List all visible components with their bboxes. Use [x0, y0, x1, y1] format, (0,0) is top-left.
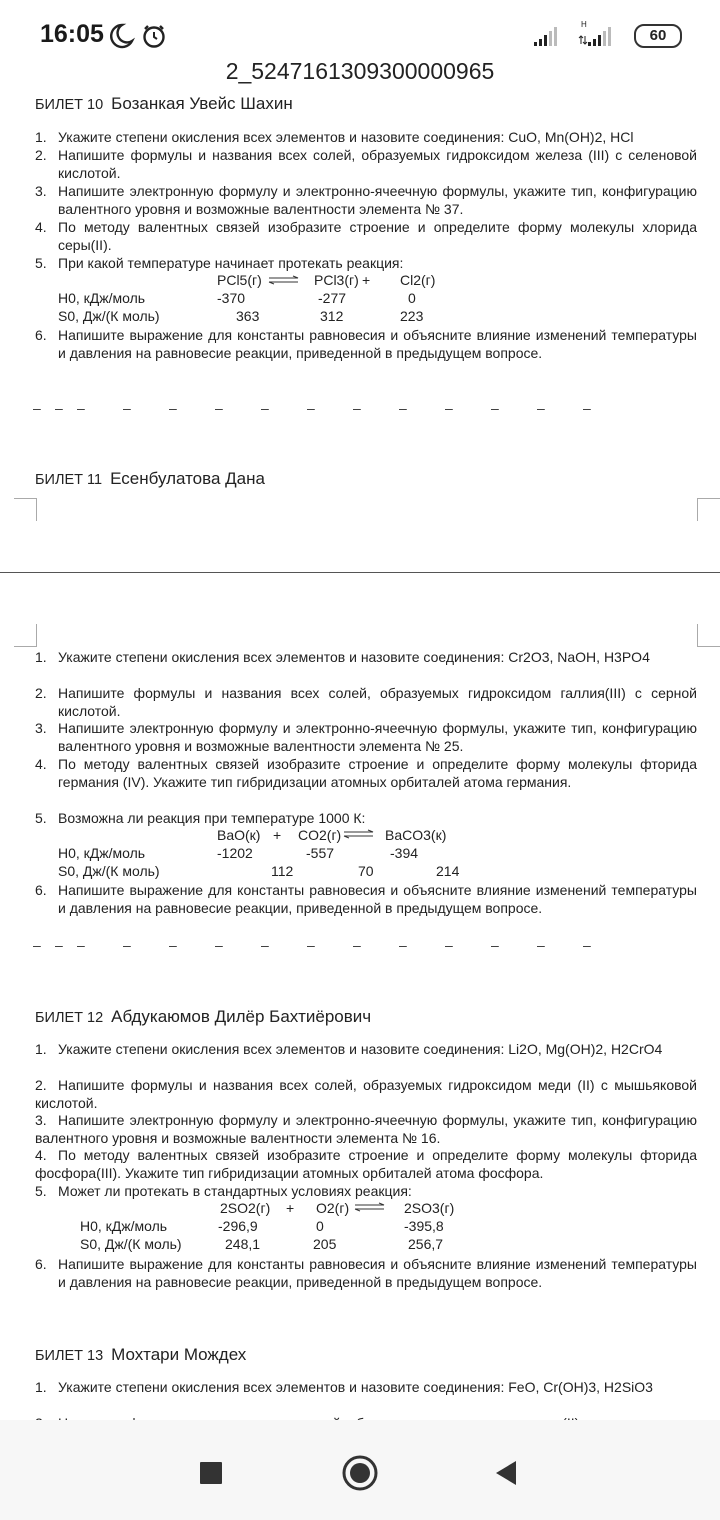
- ticket-12-question-6: 6. Напишите выражение для константы равновесия и объясните влияние изменений температуры и давления на равновесие реакции, приведенной в предыдущем вопросе.: [35, 1256, 697, 1290]
- ticket-11-question-1: 1. Укажите степени окисления всех элементов и назовите соединения: Cr2O3, NaOH, H3PO4: [35, 649, 650, 665]
- reaction-plus: +: [362, 272, 371, 288]
- ticket-13-heading: [35, 1345, 246, 1365]
- reaction-product-1: PCl3(г): [314, 272, 359, 288]
- enthalpy-value: 0: [316, 1218, 324, 1234]
- ticket-11-question-4: 4. По методу валентных связей изобразите строение и определите форму молекулы фторида германия (IV). Укажите тип гибридизации атомных орбиталей атома германия.: [35, 756, 697, 790]
- entropy-value: 214: [436, 863, 460, 879]
- ticket-label: БИЛЕТ 10: [35, 97, 104, 113]
- back-button[interactable]: [492, 1448, 520, 1496]
- reaction-product: BaCO3(к): [385, 827, 447, 843]
- ticket-11-question-5: 5. Возможна ли реакция при температуре 1000 К:: [35, 810, 366, 826]
- page-break-line: [0, 572, 720, 573]
- student-name: Мохтари Мождех: [111, 1345, 247, 1364]
- enthalpy-label: H0, кДж/моль: [80, 1218, 168, 1234]
- ticket-10-question-4: 4. По методу валентных связей изобразите строение и определите форму молекулы хлорида серы(II).: [35, 219, 697, 253]
- signal-icon-sim2: [579, 20, 611, 46]
- ticket-12-question-2: 2. Напишите формулы и названия всех солей, образуемых гидроксидом меди (II) с мышьяковой кислотой.: [35, 1077, 697, 1111]
- entropy-value: 363: [236, 308, 260, 324]
- recent-apps-button[interactable]: [198, 1448, 224, 1496]
- entropy-value: 112: [271, 863, 294, 879]
- enthalpy-value: -296,9: [218, 1218, 258, 1234]
- svg-text:H: H: [581, 20, 587, 29]
- square-icon: [200, 1462, 222, 1484]
- reaction-plus: +: [273, 827, 282, 843]
- page-corner-mark: [14, 624, 37, 647]
- student-name: Абдукаюмов Дилёр Бахтиёрович: [111, 1007, 372, 1026]
- enthalpy-value: 0: [408, 290, 416, 306]
- entropy-value: 248,1: [225, 1236, 261, 1252]
- ticket-10-question-3: 3. Напишите электронную формулу и электронно-ячеечную формулы, укажите тип, конфигурацию валентного уровня и возможные валентности элемента № 37.: [35, 183, 697, 217]
- enthalpy-value: -394: [390, 845, 419, 861]
- ticket-10-question-6: 6. Напишите выражение для константы равновесия и объясните влияние изменений температуры и давления на равновесие реакции, приведенной в предыдущем вопросе.: [35, 327, 697, 361]
- entropy-value: 312: [320, 308, 344, 324]
- ticket-11-question-6: 6. Напишите выражение для константы равновесия и объясните влияние изменений температуры и давления на равновесие реакции, приведенной в предыдущем вопросе.: [35, 882, 697, 916]
- student-name: Есенбулатова Дана: [110, 469, 265, 488]
- back-triangle-icon: [496, 1461, 516, 1485]
- enthalpy-value: -277: [318, 290, 347, 306]
- entropy-label: S0, Дж/(К моль): [58, 863, 160, 879]
- home-circle-icon: [344, 1457, 376, 1489]
- enthalpy-label: H0, кДж/моль: [58, 845, 146, 861]
- navigation-bar: [0, 1420, 720, 1520]
- reaction-reactant-1: 2SO2(г): [220, 1200, 271, 1216]
- ticket-12-question-1: 1. Укажите степени окисления всех элементов и назовите соединения: Li2O, Mg(OH)2, H2CrO4: [35, 1041, 663, 1057]
- ticket-12-question-3: 3. Напишите электронную формулу и электронно-ячеечную формулы, укажите тип, конфигурацию валентного уровня и возможные валентности элемента № 16.: [35, 1112, 697, 1146]
- ticket-12-heading: [35, 1007, 371, 1027]
- reaction-reactant-1: BaO(к): [217, 827, 261, 843]
- ticket-label: БИЛЕТ 13: [35, 1348, 104, 1364]
- enthalpy-value: -395,8: [404, 1218, 444, 1234]
- enthalpy-value: -557: [306, 845, 335, 861]
- ticket-label: БИЛЕТ 12: [35, 1010, 104, 1026]
- ticket-10-question-5: 5. При какой температуре начинает протекать реакция:: [35, 255, 404, 271]
- ticket-13-question-1: 1. Укажите степени окисления всех элементов и назовите соединения: FeO, Cr(OH)3, H2SiO3: [35, 1379, 653, 1395]
- page-corner-mark: [14, 498, 37, 521]
- ticket-label: БИЛЕТ 11: [35, 472, 103, 488]
- equilibrium-arrow-icon: [268, 276, 300, 284]
- enthalpy-value: -1202: [217, 845, 253, 861]
- document-title: 2_5247161309300000965: [225, 58, 495, 84]
- signal-icon-sim1: [534, 27, 557, 46]
- reaction-reactant-2: O2(г): [316, 1200, 350, 1216]
- entropy-value: 223: [400, 308, 424, 324]
- enthalpy-label: H0, кДж/моль: [58, 290, 146, 306]
- ticket-11-heading: [35, 469, 265, 489]
- ticket-11-question-3: 3. Напишите электронную формулу и электронно-ячеечную формулы, укажите тип, конфигурацию валентного уровня и возможные валентности элемента № 25.: [35, 720, 697, 754]
- enthalpy-value: -370: [217, 290, 246, 306]
- equilibrium-arrow-icon: [343, 830, 375, 838]
- separator-dashes: – – – – – – – – – – – – – –: [33, 400, 591, 416]
- entropy-value: 70: [358, 863, 374, 879]
- dnd-alarm-icons: [108, 22, 170, 50]
- ticket-12-question-5: 5. Может ли протекать в стандартных условиях реакция:: [35, 1183, 412, 1199]
- student-name: Бозанкая Увейс Шахин: [111, 94, 293, 113]
- entropy-value: 205: [313, 1236, 337, 1252]
- separator-dashes: – – – – – – – – – – – – – –: [33, 937, 591, 953]
- entropy-label: S0, Дж/(К моль): [58, 308, 160, 324]
- page-corner-mark: [697, 624, 720, 647]
- entropy-label: S0, Дж/(К моль): [80, 1236, 182, 1252]
- ticket-10-question-2: 2. Напишите формулы и названия всех солей, образуемых гидроксидом железа (III) с селеновой кислотой.: [35, 147, 697, 181]
- ticket-10-heading: [35, 94, 293, 114]
- battery-indicator: 60: [634, 24, 682, 48]
- page-corner-mark: [697, 498, 720, 521]
- entropy-value: 256,7: [408, 1236, 444, 1252]
- reaction-product: 2SO3(г): [404, 1200, 455, 1216]
- equilibrium-arrow-icon: [354, 1203, 386, 1211]
- reaction-product-2: Cl2(г): [400, 272, 436, 288]
- alarm-icon: [145, 26, 164, 47]
- home-button[interactable]: [340, 1448, 380, 1496]
- status-time: 16:05: [40, 20, 104, 48]
- ticket-12-question-4: 4. По методу валентных связей изобразите строение и определите форму молекулы фторида фосфора(III). Укажите тип гибридизации атомных орбиталей атома фосфора.: [35, 1147, 697, 1181]
- moon-icon: [111, 25, 132, 47]
- reaction-plus: +: [286, 1200, 295, 1216]
- ticket-11-question-2: 2. Напишите формулы и названия всех солей, образуемых гидроксидом галлия(III) с серной кислотой.: [35, 685, 697, 719]
- ticket-10-question-1: 1. Укажите степени окисления всех элементов и назовите соединения: CuO, Mn(OH)2, HCl: [35, 129, 634, 145]
- reaction-reactant-2: CO2(г): [298, 827, 342, 843]
- reaction-reactant: PCl5(г): [217, 272, 262, 288]
